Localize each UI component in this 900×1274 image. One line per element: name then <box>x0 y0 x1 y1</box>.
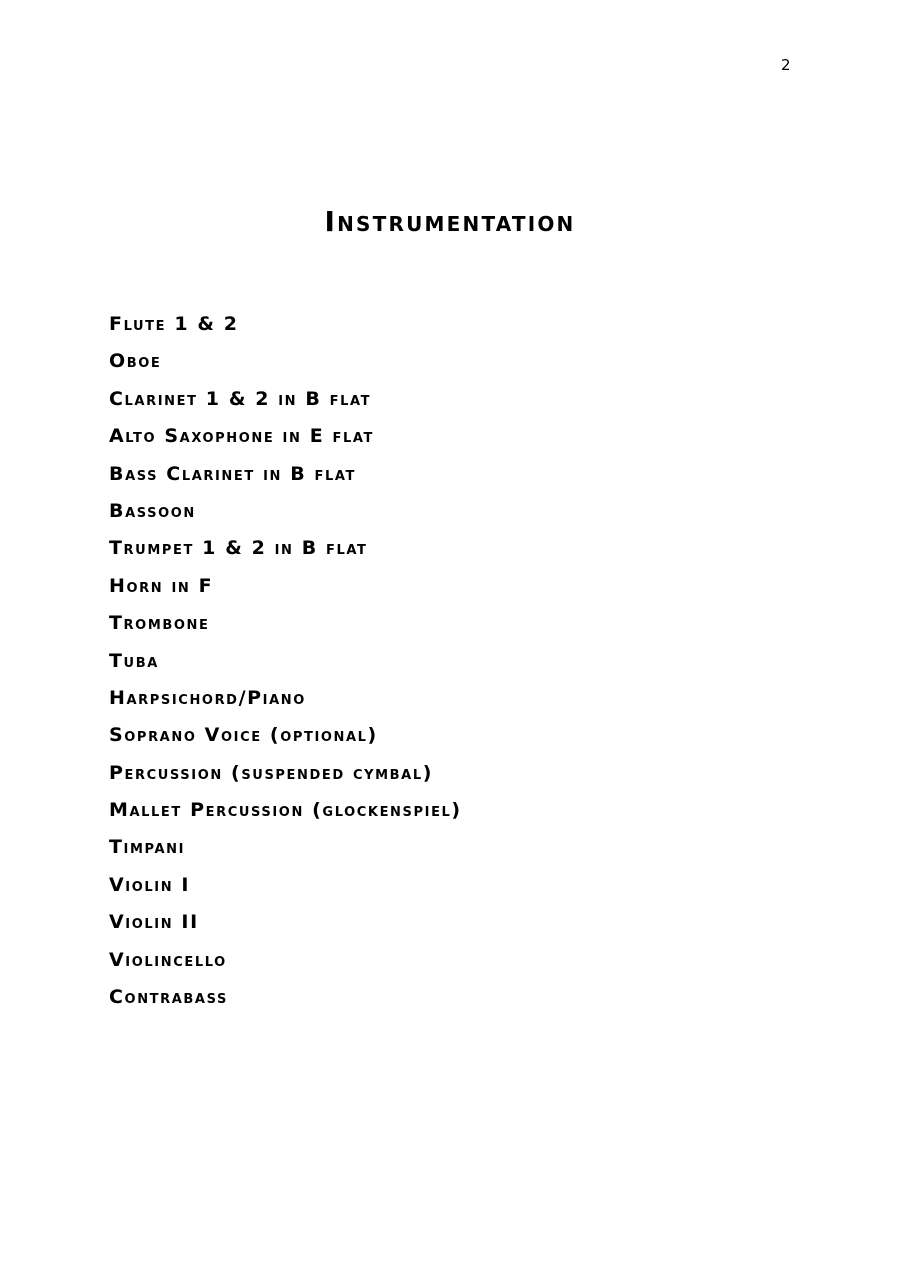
instrument-item: Bass Clarinet in B flat <box>109 462 356 485</box>
instrument-item: Horn in F <box>109 574 214 597</box>
instrument-item: Flute 1 & 2 <box>109 313 239 335</box>
instrument-item: Clarinet 1 & 2 in B flat <box>109 387 372 410</box>
instrument-item: Violin II <box>109 911 199 934</box>
instrument-item: Mallet Percussion (glockenspiel) <box>109 799 462 822</box>
instrument-item: Trombone <box>109 612 210 635</box>
instrument-item: Harpsichord/Piano <box>109 686 306 709</box>
instrument-item: Oboe <box>109 350 162 373</box>
page-number: 2 <box>781 56 791 74</box>
instrument-list <box>109 309 462 1019</box>
instrument-item: Tuba <box>109 649 159 672</box>
instrument-item: Violin I <box>109 873 191 896</box>
instrument-item: Violincello <box>109 948 227 971</box>
instrument-item: Soprano Voice (optional) <box>109 724 378 747</box>
instrument-item: Trumpet 1 & 2 in B flat <box>109 537 368 560</box>
instrument-item: Contrabass <box>109 986 228 1009</box>
instrument-item: Bassoon <box>109 499 196 522</box>
instrument-item: Timpani <box>109 836 186 859</box>
page-title: Instrumentation <box>324 205 576 238</box>
instrument-item: Alto Saxophone in E flat <box>109 425 374 448</box>
instrument-item: Percussion (suspended cymbal) <box>109 761 433 784</box>
